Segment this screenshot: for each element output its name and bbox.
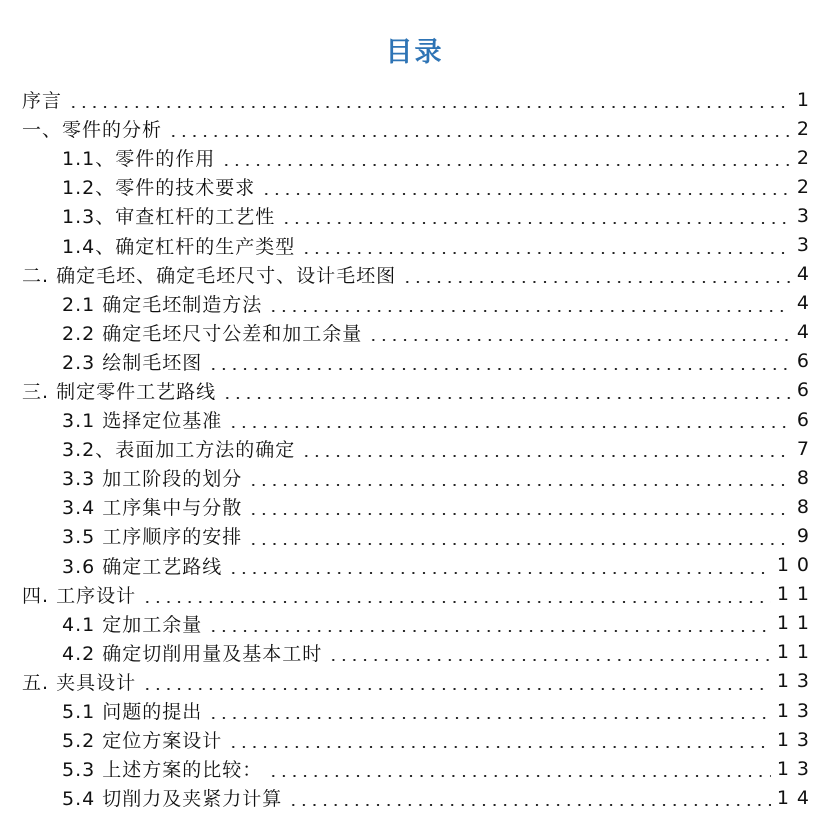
dot-leader bbox=[248, 543, 791, 545]
dot-leader bbox=[221, 164, 791, 166]
toc-entry-label: 3.5 工序顺序的安排 bbox=[62, 526, 243, 549]
toc-entry-page-number: 13 bbox=[776, 757, 817, 780]
toc-entry[interactable] bbox=[0, 638, 829, 667]
toc-entry-label: 3.6 确定工艺路线 bbox=[62, 555, 223, 578]
dot-leader bbox=[288, 804, 771, 806]
toc-entry-page-number: 13 bbox=[776, 699, 817, 722]
dot-leader bbox=[68, 106, 791, 108]
toc-entry-page-number: 3 bbox=[796, 204, 817, 227]
toc-entry-page-number: 6 bbox=[796, 408, 817, 431]
toc-entry-label: 1.4、确定杠杆的生产类型 bbox=[62, 235, 296, 258]
dot-leader bbox=[368, 339, 791, 341]
toc-entry-page-number: 11 bbox=[776, 641, 817, 664]
toc-entry-label: 3.2、表面加工方法的确定 bbox=[62, 439, 296, 462]
toc-entry-label: 二. 确定毛坯、确定毛坯尺寸、设计毛坯图 bbox=[22, 264, 397, 287]
dot-leader bbox=[248, 484, 791, 486]
toc-entry-page-number: 2 bbox=[796, 175, 817, 198]
toc-entry[interactable] bbox=[0, 201, 829, 230]
toc-entry[interactable] bbox=[0, 696, 829, 725]
toc-entry-label: 5.3 上述方案的比较： bbox=[62, 759, 263, 782]
dot-leader bbox=[228, 572, 771, 574]
toc-entry-label: 一、零件的分析 bbox=[22, 119, 163, 142]
toc-entry-page-number: 13 bbox=[776, 670, 817, 693]
dot-leader bbox=[301, 455, 791, 457]
toc-entry-page-number: 6 bbox=[796, 379, 817, 402]
toc-entry[interactable] bbox=[0, 463, 829, 492]
toc-entry-label: 五. 夹具设计 bbox=[22, 671, 137, 694]
toc-entry[interactable] bbox=[0, 580, 829, 609]
toc-entry-label: 3.1 选择定位基准 bbox=[62, 410, 223, 433]
toc-title: 目录 bbox=[385, 37, 444, 68]
dot-leader bbox=[222, 397, 791, 399]
toc-entry-label: 4.2 确定切削用量及基本工时 bbox=[62, 642, 323, 665]
dot-leader bbox=[328, 659, 771, 661]
dot-leader bbox=[268, 310, 791, 312]
toc-entry[interactable] bbox=[0, 754, 829, 783]
toc-entry-page-number: 11 bbox=[776, 583, 817, 606]
toc-entry-label: 序言 bbox=[22, 90, 63, 113]
dot-leader bbox=[208, 368, 791, 370]
dot-leader bbox=[248, 513, 791, 515]
toc-entry[interactable] bbox=[0, 260, 829, 289]
dot-leader bbox=[142, 688, 771, 690]
toc-entry-label: 5.1 问题的提出 bbox=[62, 701, 203, 724]
toc-entry-label: 3.3 加工阶段的划分 bbox=[62, 468, 243, 491]
toc-entry-label: 3.4 工序集中与分散 bbox=[62, 497, 243, 520]
toc-entry-page-number: 3 bbox=[796, 234, 817, 257]
toc-entry-page-number: 9 bbox=[796, 524, 817, 547]
toc-entry[interactable] bbox=[0, 318, 829, 347]
dot-leader bbox=[301, 252, 791, 254]
toc-entry[interactable] bbox=[0, 347, 829, 376]
toc-entry[interactable] bbox=[0, 143, 829, 172]
toc-entry-label: 2.1 确定毛坯制造方法 bbox=[62, 293, 263, 316]
dot-leader bbox=[142, 601, 771, 603]
toc-entry[interactable] bbox=[0, 405, 829, 434]
toc-entry-page-number: 1 bbox=[796, 88, 817, 111]
dot-leader bbox=[228, 746, 771, 748]
toc-entry-label: 四. 工序设计 bbox=[22, 584, 137, 607]
toc-list bbox=[0, 85, 829, 812]
toc-entry-label: 5.2 定位方案设计 bbox=[62, 730, 223, 753]
dot-leader bbox=[268, 775, 771, 777]
toc-entry[interactable] bbox=[0, 114, 829, 143]
toc-entry-label: 5.4 切削力及夹紧力计算 bbox=[62, 788, 283, 811]
toc-entry-label: 1.1、零件的作用 bbox=[62, 148, 216, 171]
toc-entry-label: 2.3 绘制毛坯图 bbox=[62, 351, 203, 374]
dot-leader bbox=[228, 426, 791, 428]
toc-entry-page-number: 2 bbox=[796, 117, 817, 140]
toc-entry[interactable] bbox=[0, 289, 829, 318]
toc-entry-page-number: 4 bbox=[796, 292, 817, 315]
toc-entry-label: 4.1 定加工余量 bbox=[62, 613, 203, 636]
toc-entry[interactable] bbox=[0, 434, 829, 463]
toc-entry-page-number: 14 bbox=[776, 786, 817, 809]
toc-entry-label: 1.2、零件的技术要求 bbox=[62, 177, 256, 200]
toc-entry-label: 1.3、审查杠杆的工艺性 bbox=[62, 206, 276, 229]
toc-entry[interactable] bbox=[0, 376, 829, 405]
dot-leader bbox=[168, 135, 791, 137]
toc-entry-page-number: 4 bbox=[796, 321, 817, 344]
toc-entry-page-number: 8 bbox=[796, 495, 817, 518]
toc-entry[interactable] bbox=[0, 85, 829, 114]
toc-entry-page-number: 10 bbox=[776, 554, 817, 577]
toc-entry-page-number: 6 bbox=[796, 350, 817, 373]
toc-entry-page-number: 8 bbox=[796, 466, 817, 489]
toc-entry[interactable] bbox=[0, 230, 829, 259]
toc-entry[interactable] bbox=[0, 521, 829, 550]
dot-leader bbox=[208, 717, 771, 719]
toc-entry[interactable] bbox=[0, 492, 829, 521]
toc-entry[interactable] bbox=[0, 172, 829, 201]
toc-entry-page-number: 2 bbox=[796, 146, 817, 169]
dot-leader bbox=[261, 193, 791, 195]
dot-leader bbox=[208, 630, 771, 632]
toc-entry-label: 2.2 确定毛坯尺寸公差和加工余量 bbox=[62, 322, 363, 345]
toc-entry[interactable] bbox=[0, 667, 829, 696]
dot-leader bbox=[402, 281, 791, 283]
toc-entry-page-number: 11 bbox=[776, 612, 817, 635]
toc-entry-page-number: 7 bbox=[796, 437, 817, 460]
toc-entry-page-number: 4 bbox=[796, 263, 817, 286]
toc-entry-page-number: 13 bbox=[776, 728, 817, 751]
toc-entry[interactable] bbox=[0, 725, 829, 754]
dot-leader bbox=[281, 222, 791, 224]
toc-entry-label: 三. 制定零件工艺路线 bbox=[22, 380, 217, 403]
toc-entry[interactable] bbox=[0, 551, 829, 580]
toc-entry[interactable] bbox=[0, 783, 829, 812]
toc-entry[interactable] bbox=[0, 609, 829, 638]
